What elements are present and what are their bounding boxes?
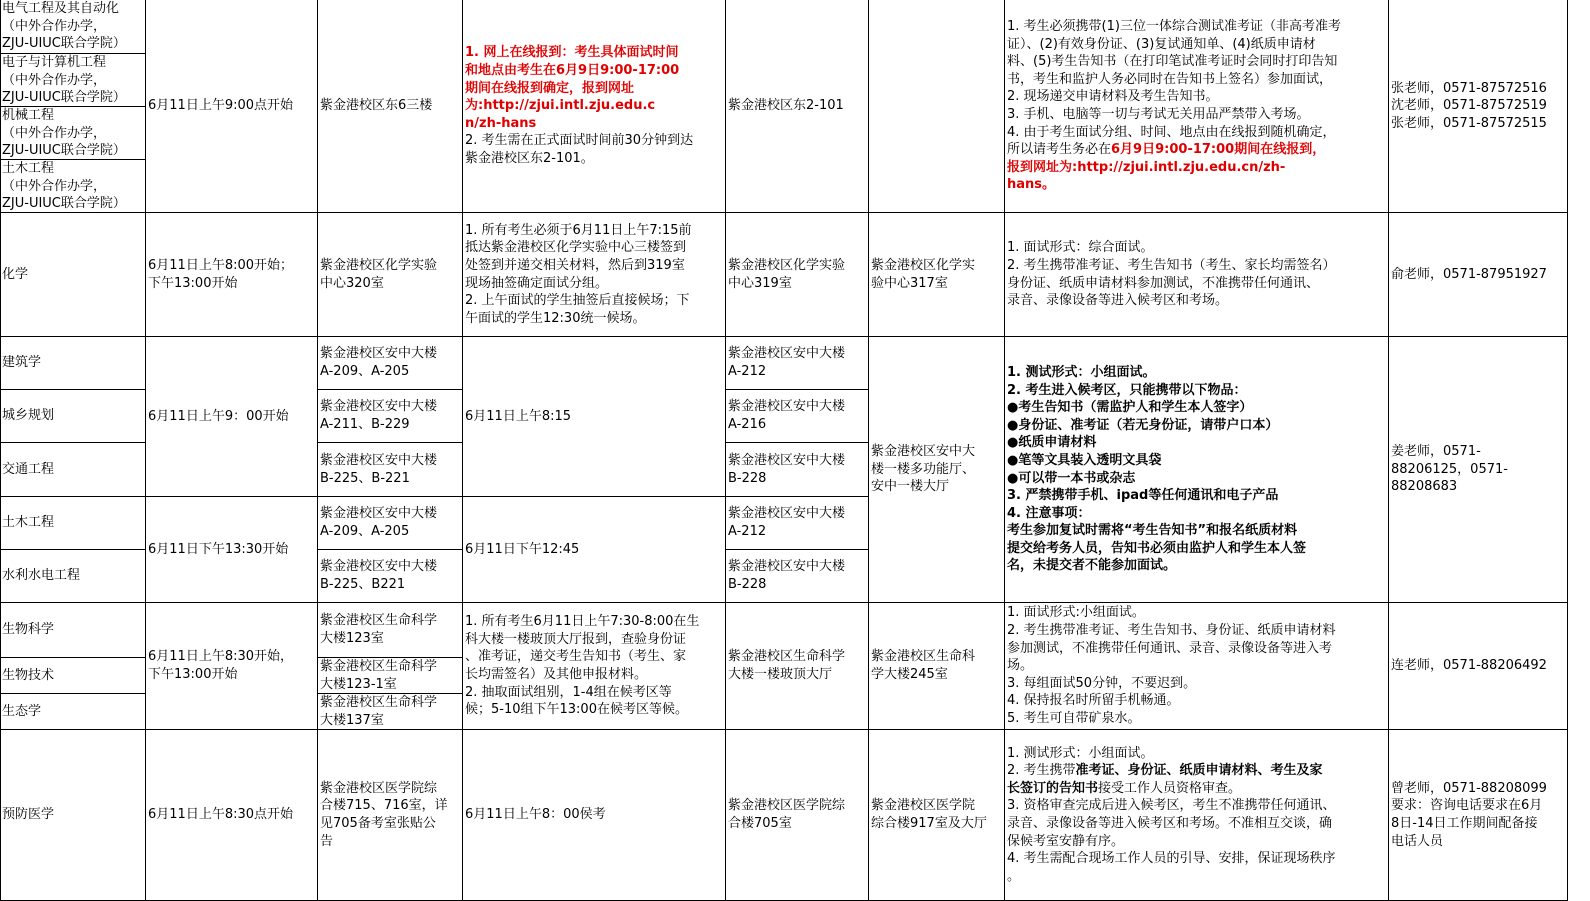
notes-text: 保候考室安静有序。	[1007, 833, 1125, 849]
waiting-cell-content	[728, 257, 866, 292]
major-cell	[0, 337, 146, 390]
contact-phone: 张老师，0571-87572515	[1391, 115, 1547, 131]
contact-cell	[1389, 0, 1568, 213]
checkin-text: 午面试的学生12:30统一候场。	[465, 310, 646, 326]
notes-text: 1. 面试形式:小组面试。	[1007, 605, 1145, 621]
checkin-place: 紫金港校区生命科学	[320, 658, 438, 674]
major-cell-content	[2, 160, 143, 213]
notes-cell-content	[1007, 18, 1386, 194]
waiting-cell	[726, 443, 869, 497]
checkin-place: 紫金港校区安中大楼	[320, 506, 438, 522]
notes-text: 3. 资格审查完成后进入候考区，考生不准携带任何通讯、	[1007, 798, 1336, 814]
exam-place: 紫金港校区医学院	[871, 798, 976, 814]
place-cell-content	[320, 612, 460, 647]
waiting-cell	[726, 390, 869, 443]
waiting-cell	[726, 213, 869, 337]
place-cell	[318, 730, 463, 901]
major-name: 城乡规划	[2, 408, 55, 424]
waiting-place: B-228	[728, 470, 767, 486]
waiting-cell	[726, 550, 869, 603]
waiting-cell-content	[728, 452, 866, 487]
notes-text: 1. 测试形式：小组面试。	[1007, 364, 1156, 380]
checkin-text: 紫金港校区东2-101。	[465, 150, 594, 166]
checkin-text: 候；5-10组下午13:00在候考区等候。	[465, 702, 688, 718]
major-cell	[0, 550, 146, 603]
waiting-place: 紫金港校区化学实验	[728, 257, 846, 273]
exam-cell	[869, 213, 1005, 337]
interview-time: 6月11日上午9：00开始	[148, 408, 289, 424]
interview-time: 下午13:00开始	[148, 275, 238, 291]
notes-text: ●笔等文具装入透明文具袋	[1007, 452, 1162, 468]
place-cell-content	[320, 398, 460, 433]
notes-text: ●身份证、准考证（若无身份证，请带户口本）	[1007, 417, 1279, 433]
time-cell	[146, 0, 318, 213]
notes-text: 1. 面试形式：综合面试。	[1007, 240, 1154, 256]
notes-text: 考生参加复试时需将“考生告知书”和报名纸质材料	[1007, 523, 1298, 539]
notes-text: 1. 测试形式：小组面试。	[1007, 745, 1154, 761]
major-name: （中外合作办学，	[2, 72, 107, 88]
major-name: （中外合作办学，	[2, 178, 107, 194]
place-cell-content	[320, 97, 460, 115]
interview-time: 6月11日下午13:30开始	[148, 541, 289, 557]
interview-time: 6月11日上午9:00点开始	[148, 98, 294, 114]
major-name: （中外合作办学，	[2, 18, 107, 34]
checkin-text: 2. 抽取面试组别，1-4组在候考区等	[465, 684, 672, 700]
exam-cell-content	[871, 797, 1002, 832]
exam-cell-content	[871, 443, 1002, 496]
notes-text: 3. 每组面试50分钟，不要迟到。	[1007, 675, 1197, 691]
checkin-text: 处签到并递交相关材料，然后到319室	[465, 257, 685, 273]
exam-cell	[869, 337, 1005, 603]
major-name: ZJU-UIUC联合学院）	[2, 90, 126, 106]
notes-cell-content	[1007, 239, 1386, 309]
notes-text: 场。	[1007, 658, 1034, 674]
place-cell-content	[320, 257, 460, 292]
checkin-text: 和地点由考生在6月9日9:00-17:00	[465, 63, 680, 79]
time-cell	[146, 213, 318, 337]
notes-text: 4. 由于考生面试分组、时间、地点由在线报到随机确定，	[1007, 124, 1336, 140]
place-cell	[318, 694, 463, 730]
checkin-text: 1. 所有考生6月11日上午7:30-8:00在生	[465, 614, 700, 630]
major-cell-content	[2, 703, 143, 721]
major-name: 土木工程	[2, 515, 55, 531]
major-name: ZJU-UIUC联合学院）	[2, 143, 126, 159]
waiting-place: 中心319室	[728, 275, 792, 291]
checkin-place: 大楼123-1室	[320, 676, 397, 692]
notes-cell	[1005, 603, 1389, 730]
exam-cell	[869, 0, 1005, 213]
notes-text: 料、(5)考生告知书（在打印笔试准考证时会同时打印告知	[1007, 54, 1338, 70]
notes-text: 1. 考生必须携带(1)三位一体综合测试准考证（非高考准考	[1007, 19, 1341, 35]
checkin-text: 6月11日上午8：00侯考	[465, 807, 606, 823]
waiting-place: 紫金港校区安中大楼	[728, 506, 846, 522]
notes-text: 名，未提交者不能参加面试。	[1007, 558, 1177, 574]
checkin-place: 紫金港校区安中大楼	[320, 452, 438, 468]
contact-phone: 8日-14日工作期间配备接	[1391, 816, 1538, 831]
major-name: 机械工程	[2, 108, 55, 123]
time-cell-content	[148, 648, 315, 683]
interview-time: 下午13:00开始	[148, 667, 238, 682]
interview-time: 6月11日上午8:00开始；	[148, 257, 294, 273]
checkin-cell	[463, 337, 726, 497]
waiting-cell	[726, 603, 869, 730]
checkin-cell	[463, 603, 726, 730]
place-cell-content	[320, 452, 460, 487]
major-cell	[0, 603, 146, 658]
notes-cell-content	[1007, 745, 1386, 886]
place-cell	[318, 497, 463, 550]
waiting-place: B-228	[728, 577, 767, 592]
notes-cell	[1005, 730, 1389, 901]
contact-cell-content	[1391, 266, 1565, 284]
interview-time: 6月11日上午8:30点开始	[148, 807, 294, 823]
checkin-place: B-225、B-221	[320, 470, 410, 486]
notes-text: ●纸质申请材料	[1007, 435, 1097, 451]
notes-text: 3. 手机、电脑等一切与考试无关用品严禁带入考场。	[1007, 107, 1310, 122]
major-name: 土木工程	[2, 161, 55, 176]
contact-cell-content	[1391, 443, 1565, 496]
contact-phone: 连老师，0571-88206492	[1391, 658, 1547, 674]
waiting-cell-content	[728, 797, 866, 832]
exam-place: 紫金港校区化学实	[871, 257, 976, 273]
contact-cell-content	[1391, 657, 1565, 675]
checkin-place: 合楼715、716室，详	[320, 798, 448, 814]
contact-cell-content	[1391, 80, 1565, 133]
major-cell	[0, 658, 146, 694]
major-cell	[0, 107, 146, 160]
checkin-cell	[463, 730, 726, 901]
time-cell	[146, 730, 318, 901]
contact-cell	[1389, 337, 1568, 603]
waiting-place: 紫金港校区安中大楼	[728, 452, 846, 468]
time-cell	[146, 337, 318, 497]
place-cell	[318, 443, 463, 497]
major-cell	[0, 213, 146, 337]
notes-text: 4. 考生需配合现场工作人员的引导、安排，保证现场秩序	[1007, 851, 1336, 867]
notes-text: hans。	[1007, 177, 1056, 193]
time-cell-content	[148, 541, 315, 559]
major-name: 生物科学	[2, 622, 55, 638]
checkin-cell-content	[465, 408, 723, 426]
notes-text: 4. 注意事项：	[1007, 505, 1091, 521]
notes-text-part: 接受工作人员资格审查。	[1098, 780, 1242, 796]
contact-phone: 电话人员	[1391, 833, 1444, 849]
checkin-cell-content	[465, 806, 723, 824]
table-left-border	[0, 0, 1, 901]
time-cell-content	[148, 97, 315, 115]
waiting-cell	[726, 337, 869, 390]
notes-text: 2. 考生进入候考区，只能携带以下物品：	[1007, 382, 1247, 398]
checkin-text: 期间在线报到确定，报到网址	[465, 80, 635, 96]
notes-text-part: 准考证、身份证、纸质申请材料、考生及家	[1075, 763, 1323, 779]
interview-time: 6月11日上午8:30开始，	[148, 649, 294, 665]
checkin-place: 紫金港校区生命科学	[320, 613, 438, 629]
place-cell-content	[320, 780, 460, 850]
contact-phone: 88206125，0571-	[1391, 461, 1508, 477]
major-cell-content	[2, 806, 143, 824]
notes-text: 2. 考生携带准考证、考生告知书（考生、家长均需签名）	[1007, 257, 1336, 273]
notes-text: 3. 严禁携带手机、ipad等任何通讯和电子产品	[1007, 488, 1279, 504]
exam-cell	[869, 730, 1005, 901]
exam-place: 紫金港校区生命科	[871, 649, 976, 665]
waiting-cell	[726, 0, 869, 213]
checkin-place: A-209、A-205	[320, 364, 410, 379]
major-cell-content	[2, 461, 143, 479]
major-name: （中外合作办学，	[2, 125, 107, 141]
checkin-place: 紫金港校区安中大楼	[320, 346, 438, 362]
waiting-place: 合楼705室	[728, 816, 792, 831]
exam-place: 学大楼245室	[871, 667, 948, 682]
major-cell-content	[2, 54, 143, 107]
waiting-place: 紫金港校区安中大楼	[728, 559, 846, 575]
notes-text-part: 2. 考生携带	[1007, 763, 1076, 779]
notes-text: 参加测试，不准携带任何通讯、录音、录像设备等进入考	[1007, 640, 1333, 656]
notes-text: 提交给考务人员，告知书必须由监护人和学生本人签	[1007, 540, 1307, 556]
notes-text: 录音、录像设备等进入候考区和考场。	[1007, 293, 1229, 309]
checkin-text: 6月11日下午12:45	[465, 541, 580, 557]
exam-place: 验中心317室	[871, 275, 948, 291]
checkin-cell	[463, 213, 726, 337]
notes-text: ●考生告知书（需监护人和学生本人签字）	[1007, 400, 1253, 416]
notes-text: 2. 考生携带准考证、考生告知书、身份证、纸质申请材料	[1007, 623, 1336, 639]
waiting-cell-content	[728, 345, 866, 380]
contact-cell	[1389, 730, 1568, 901]
major-name: 电子与计算机工程	[2, 55, 107, 70]
notes-cell	[1005, 337, 1389, 603]
waiting-place: 紫金港校区生命科学	[728, 649, 846, 665]
notes-cell-content	[1007, 604, 1386, 727]
major-cell	[0, 497, 146, 550]
checkin-cell-content	[465, 44, 723, 167]
major-cell-content	[2, 0, 143, 53]
waiting-place: 紫金港校区安中大楼	[728, 399, 846, 415]
checkin-cell-content	[465, 613, 723, 719]
notes-text: 5. 考生可自带矿泉水。	[1007, 710, 1141, 726]
place-cell	[318, 658, 463, 694]
checkin-place: 紫金港校区东6三楼	[320, 98, 433, 114]
major-cell	[0, 730, 146, 901]
notes-text-part: 所以请考生务必在	[1007, 142, 1112, 158]
place-cell-content	[320, 658, 460, 693]
major-cell-content	[2, 567, 143, 585]
checkin-place: 大楼137室	[320, 712, 384, 728]
checkin-text: 、准考证，递交考生告知书（考生、家	[465, 649, 687, 665]
major-name: 生态学	[2, 703, 42, 719]
notes-text: 身份证、纸质申请材料参加测试，不准携带任何通讯、	[1007, 275, 1320, 291]
notes-text	[1007, 141, 1386, 159]
place-cell-content	[320, 345, 460, 380]
checkin-place: 紫金港校区生命科学	[320, 694, 438, 710]
notes-text-part: 6月9日9:00-17:00期间在线报到，	[1111, 142, 1326, 158]
major-name: 交通工程	[2, 461, 55, 477]
waiting-place: 大楼一楼玻顶大厅	[728, 667, 833, 682]
contact-phone: 张老师，0571-87572516	[1391, 80, 1547, 96]
time-cell-content	[148, 806, 315, 824]
exam-place: 紫金港校区安中大	[871, 444, 976, 460]
checkin-place: 中心320室	[320, 275, 384, 291]
exam-place: 综合楼917室及大厅	[871, 816, 987, 831]
waiting-place: 紫金港校区安中大楼	[728, 346, 846, 362]
waiting-cell-content	[728, 558, 866, 593]
time-cell	[146, 603, 318, 730]
checkin-text: 为:http://zjui.intl.zju.edu.c	[465, 98, 656, 114]
checkin-place: A-209、A-205	[320, 524, 410, 539]
contact-phone: 要求：咨询电话要求在6月	[1391, 798, 1543, 814]
major-cell	[0, 443, 146, 497]
contact-phone: 沈老师，0571-87572519	[1391, 98, 1547, 114]
major-name: 预防医学	[2, 807, 55, 823]
notes-text: 录音、录像设备等进入候考区和考场。不准相互交谈，确	[1007, 816, 1333, 831]
notes-text: 书，考生和监护人务必同时在告知书上签名）参加面试，	[1007, 71, 1333, 87]
major-name: 水利水电工程	[2, 568, 81, 584]
checkin-text: 1. 网上在线报到：考生具体面试时间	[465, 45, 679, 61]
major-cell-content	[2, 354, 143, 372]
waiting-cell-content	[728, 97, 866, 115]
checkin-cell	[463, 497, 726, 603]
waiting-place: A-212	[728, 364, 767, 379]
notes-text	[1007, 762, 1386, 780]
checkin-place: 见705备考室张贴公	[320, 816, 436, 831]
contact-phone: 曾老师，0571-88208099	[1391, 780, 1547, 796]
place-cell-content	[320, 505, 460, 540]
notes-text: 证）、(2)有效身份证、(3)复试通知单、(4)纸质申请材	[1007, 36, 1316, 52]
major-name: ZJU-UIUC联合学院）	[2, 36, 126, 52]
time-cell-content	[148, 257, 315, 292]
waiting-cell-content	[728, 648, 866, 683]
checkin-text: 科大楼一楼玻顶大厅报到，查验身份证	[465, 631, 687, 647]
place-cell-content	[320, 558, 460, 593]
exam-cell	[869, 603, 1005, 730]
notes-cell-content	[1007, 364, 1386, 575]
contact-cell-content	[1391, 780, 1565, 850]
place-cell	[318, 390, 463, 443]
major-cell-content	[2, 107, 143, 160]
exam-place: 安中一楼大厅	[871, 479, 950, 495]
place-cell	[318, 213, 463, 337]
checkin-place: 紫金港校区安中大楼	[320, 399, 438, 415]
major-cell-content	[2, 667, 143, 685]
checkin-text: 抵达紫金港校区化学实验中心三楼签到	[465, 240, 687, 256]
notes-text: 2. 现场递交申请材料及考生告知书。	[1007, 89, 1219, 105]
checkin-text: n/zh-hans	[465, 115, 537, 131]
major-cell	[0, 160, 146, 213]
notes-text: ●可以带一本书或杂志	[1007, 470, 1136, 486]
time-cell-content	[148, 408, 315, 426]
contact-phone: 88208683	[1391, 479, 1458, 495]
major-cell	[0, 54, 146, 107]
notes-text-part: 长签订的告知书	[1007, 780, 1099, 796]
checkin-text: 1. 所有考生必须于6月11日上午7:15前	[465, 222, 692, 238]
major-cell	[0, 0, 146, 54]
waiting-cell-content	[728, 398, 866, 433]
checkin-place: 紫金港校区安中大楼	[320, 559, 438, 575]
major-cell-content	[2, 407, 143, 425]
contact-phone: 姜老师，0571-	[1391, 444, 1481, 460]
checkin-place: 大楼123室	[320, 631, 384, 646]
place-cell	[318, 337, 463, 390]
checkin-text: 6月11日上午8:15	[465, 408, 572, 424]
checkin-text: 2. 考生需在正式面试时间前30分钟到达	[465, 133, 694, 149]
waiting-cell	[726, 497, 869, 550]
notes-text: 4. 保持报名时所留手机畅通。	[1007, 693, 1180, 709]
waiting-cell	[726, 730, 869, 901]
checkin-cell-content	[465, 541, 723, 559]
checkin-place: 紫金港校区医学院综	[320, 780, 438, 796]
exam-cell-content	[871, 648, 1002, 683]
waiting-place: 紫金港校区东2-101	[728, 98, 844, 114]
checkin-place: B-225、B221	[320, 577, 406, 592]
checkin-cell-content	[465, 222, 723, 328]
major-name: ZJU-UIUC联合学院）	[2, 196, 126, 212]
exam-place: 楼一楼多功能厅、	[871, 461, 976, 477]
contact-cell	[1389, 213, 1568, 337]
place-cell-content	[320, 694, 460, 729]
waiting-cell-content	[728, 505, 866, 540]
waiting-place: A-212	[728, 524, 767, 539]
time-cell	[146, 497, 318, 603]
contact-phone: 俞老师，0571-87951927	[1391, 266, 1547, 282]
place-cell	[318, 550, 463, 603]
major-cell-content	[2, 514, 143, 532]
major-name: 化学	[2, 266, 29, 282]
checkin-place: 紫金港校区化学实验	[320, 257, 438, 273]
exam-cell-content	[871, 257, 1002, 292]
notes-text: 。	[1007, 868, 1021, 884]
contact-cell	[1389, 603, 1568, 730]
major-cell-content	[2, 266, 143, 284]
notes-text: 报到网址为:http://zjui.intl.zju.edu.cn/zh-	[1007, 159, 1286, 175]
waiting-place: A-216	[728, 417, 767, 432]
checkin-text: 2. 上午面试的学生抽签后直接候场；下	[465, 293, 690, 309]
checkin-place: 告	[320, 833, 334, 849]
major-name: 生物技术	[2, 667, 55, 683]
major-name: 建筑学	[2, 355, 42, 371]
notes-cell	[1005, 213, 1389, 337]
checkin-text: 长均需签名）及其他申报材料。	[465, 667, 648, 682]
major-cell	[0, 694, 146, 730]
notes-text	[1007, 780, 1386, 798]
major-cell	[0, 390, 146, 443]
notes-cell	[1005, 0, 1389, 213]
major-cell-content	[2, 621, 143, 639]
place-cell	[318, 603, 463, 658]
major-name: 电气工程及其自动化	[2, 1, 120, 16]
waiting-place: 紫金港校区医学院综	[728, 798, 846, 814]
place-cell	[318, 0, 463, 213]
checkin-text: 现场抽签确定面试分组。	[465, 275, 609, 291]
checkin-place: A-211、B-229	[320, 417, 410, 432]
checkin-cell	[463, 0, 726, 213]
